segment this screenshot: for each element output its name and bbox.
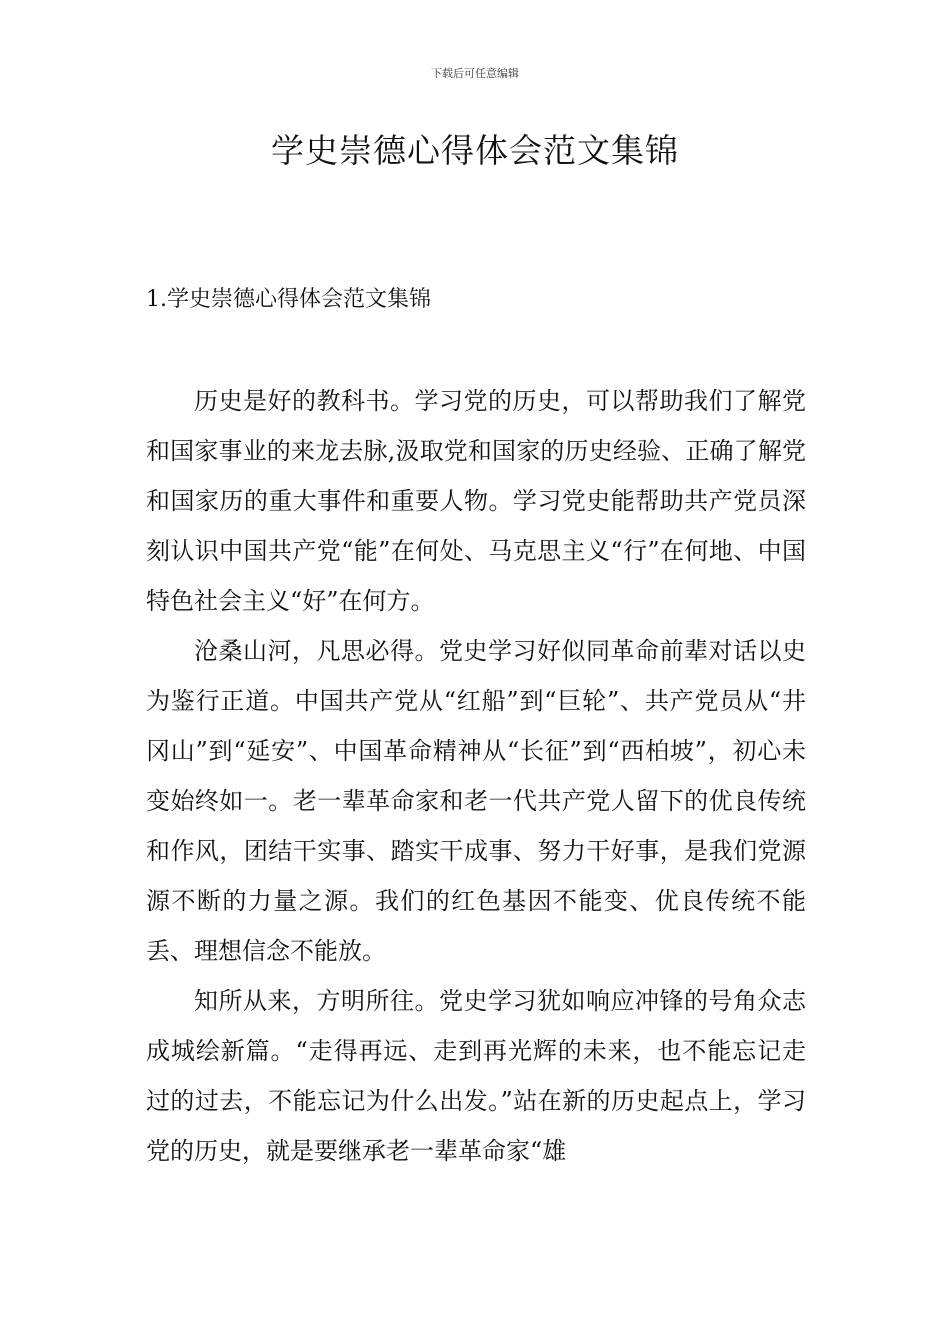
section-heading: 1.学史崇德心得体会范文集锦 <box>146 287 431 312</box>
document-title: 学史崇德心得体会范文集锦 <box>271 131 679 170</box>
header-note: 下载后可任意编辑 <box>431 67 519 80</box>
paragraph-3: 知所从来，方明所往。党史学习犹如响应冲锋的号角众志成城绘新篇。“走得再远、走到再光辉的未来，也不能忘记走过的过去，不能忘记为什么出发。”站在新的历史起点上，学习党的历史，就是要继承老一辈革命家“雄 <box>146 987 806 1165</box>
body-text <box>146 376 806 1176</box>
paragraph-1: 历史是好的教科书。学习党的历史，可以帮助我们了解党和国家事业的来龙去脉,汲取党和国家的历史经验、正确了解党和国家历的重大事件和重要人物。学习党史能帮助共产党员深刻认识中国共产党“能”在何处、马克思主义“行”在何地、中国特色社会主义“好”在何方。 <box>146 387 806 615</box>
paragraph-2: 沧桑山河，凡思必得。党史学习好似同革命前辈对话以史为鉴行正道。中国共产党从“红船”到“巨轮”、共产党员从“井冈山”到“延安”、中国革命精神从“长征”到“西柏坡”，初心未变始终如一。老一辈革命家和老一代共产党人留下的优良传统和作风，团结干实事、踏实干成事、努力干好事，是我们党源源不断的力量之源。我们的红色基因不能变、优良传统不能丢、理想信念不能放。 <box>146 637 806 965</box>
